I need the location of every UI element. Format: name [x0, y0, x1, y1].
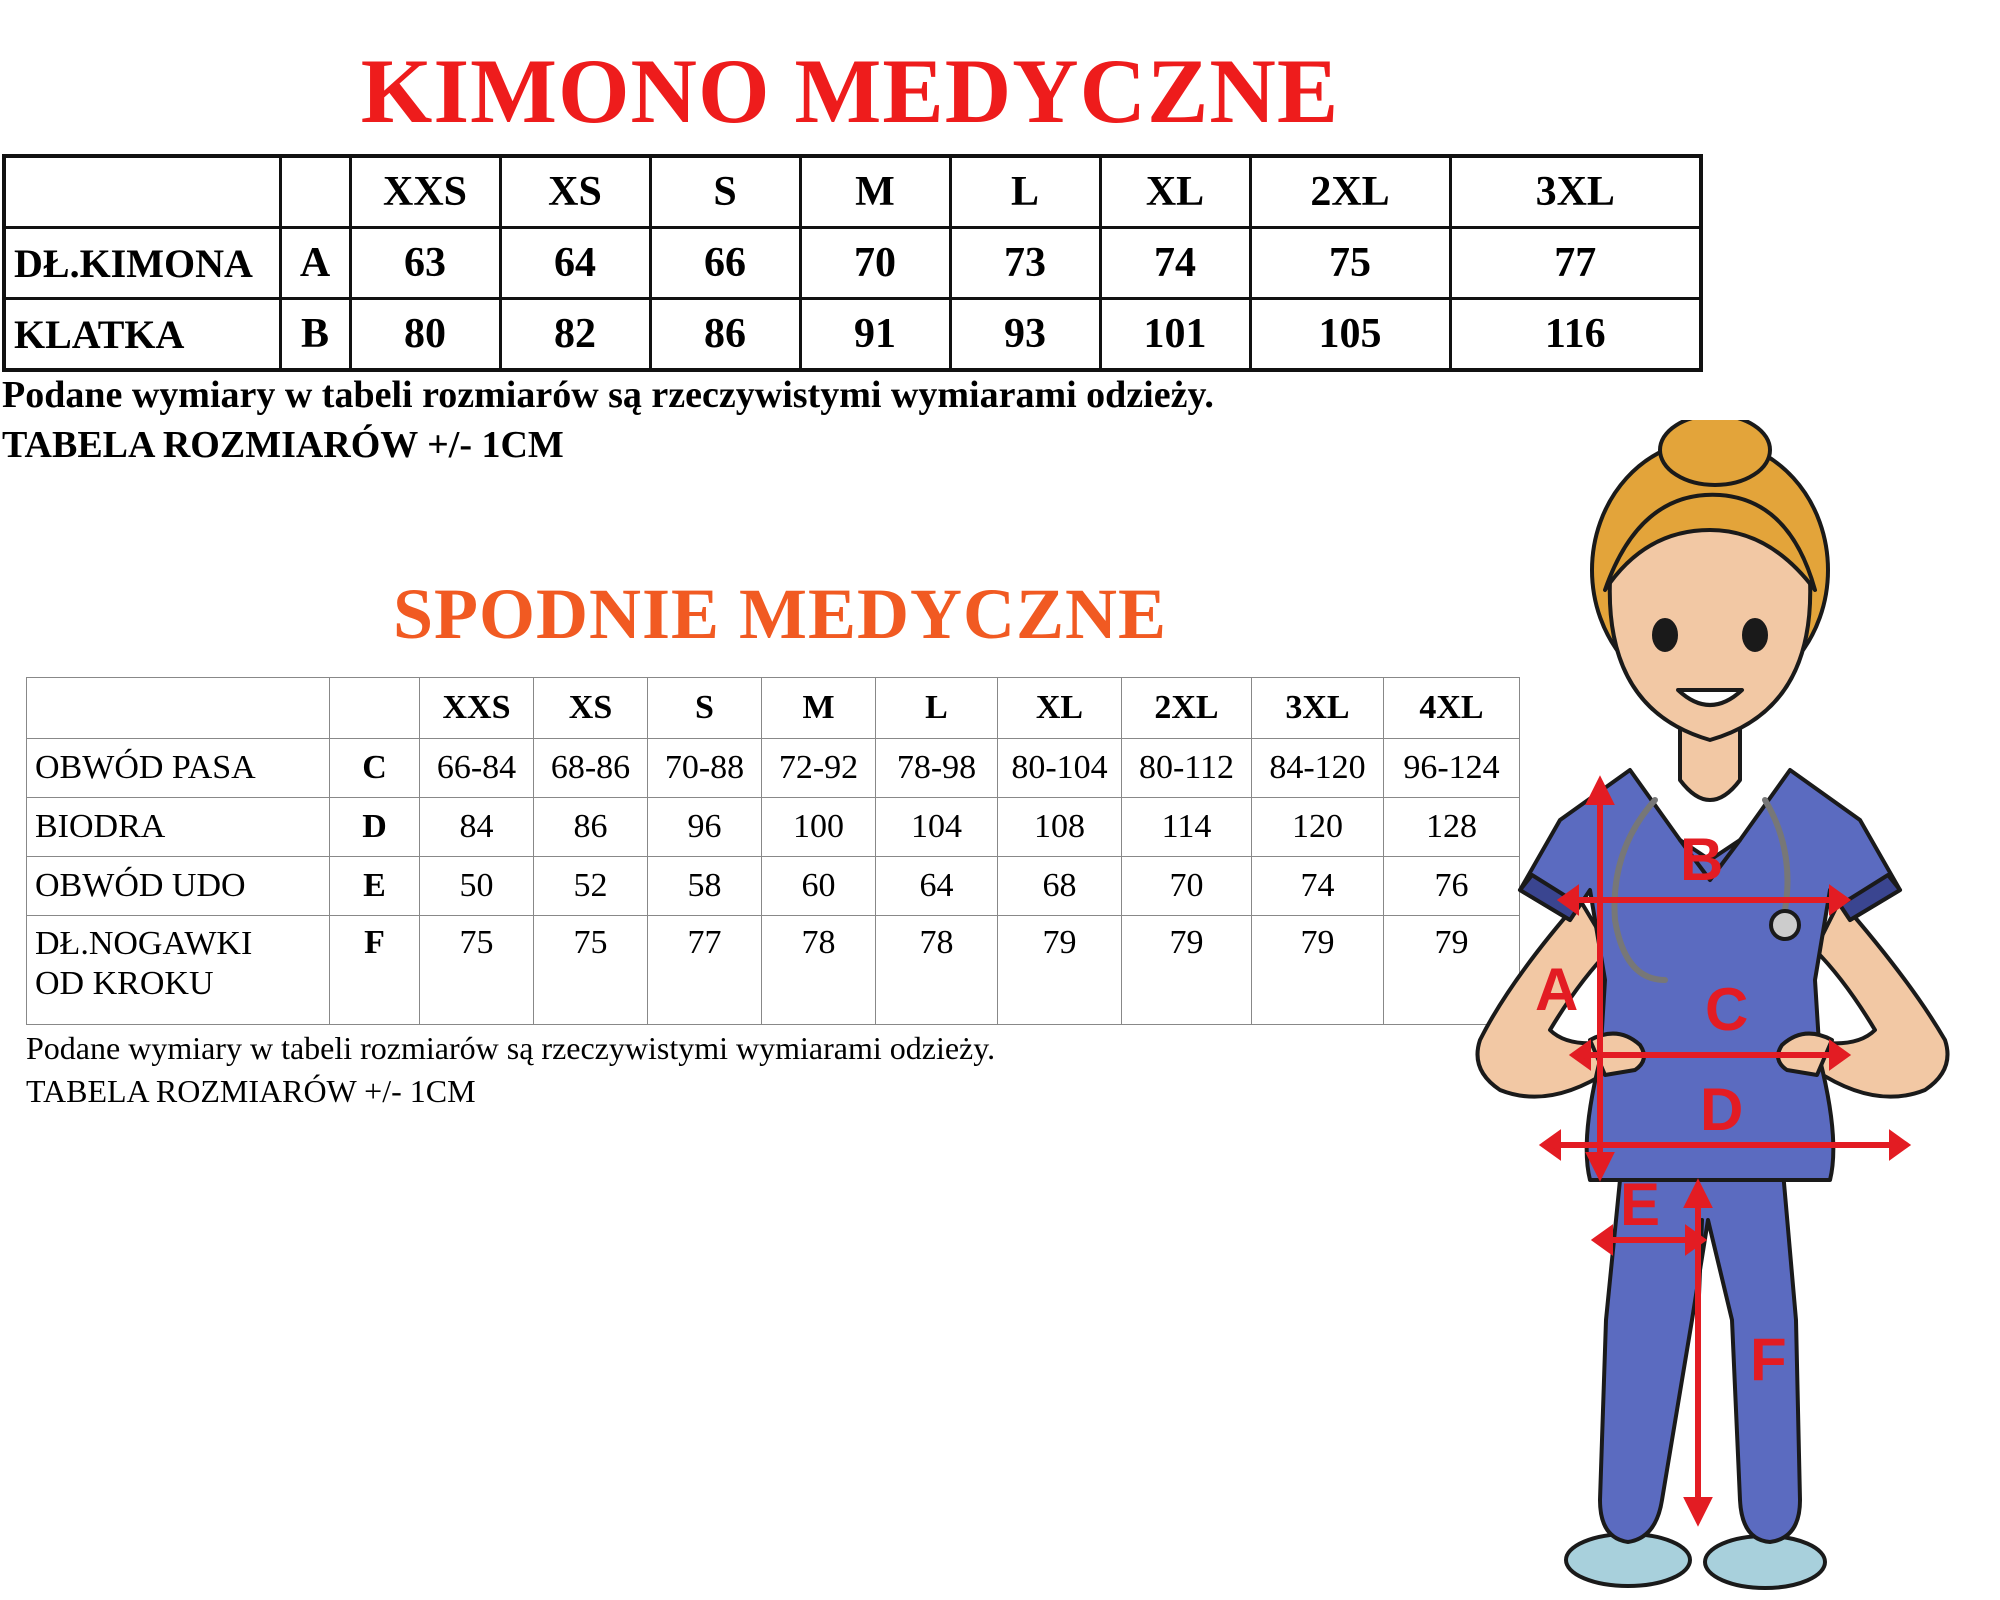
pants-row-label: OBWÓD UDO [27, 857, 330, 916]
right-arm [1806, 900, 1948, 1097]
pants-row-waist [27, 739, 1520, 798]
kimono-row-label: DŁ.KIMONA [4, 228, 280, 299]
kimono-cell: 86 [650, 299, 800, 371]
pants-header-code [330, 678, 420, 739]
pants-cell: 86 [534, 798, 648, 857]
pants-header-empty [27, 678, 330, 739]
kimono-cell: 93 [950, 299, 1100, 371]
pants-cell: 79 [1122, 916, 1252, 1025]
pants-size-header: M [762, 678, 876, 739]
kimono-cell: 82 [500, 299, 650, 371]
pants-cell: 114 [1122, 798, 1252, 857]
pants-note: Podane wymiary w tabeli rozmiarów są rzeczywistymi wymiarami odzieży. [26, 1030, 996, 1066]
pants-cell: 60 [762, 857, 876, 916]
pants-row-hips [27, 798, 1520, 857]
pants-row-label-line: OD KROKU [35, 965, 214, 1002]
pants-cell: 80-104 [998, 739, 1122, 798]
kimono-cell: 63 [350, 228, 500, 299]
pants-cell: 76 [1384, 857, 1520, 916]
kimono-cell: 91 [800, 299, 950, 371]
pants-cell: 75 [534, 916, 648, 1025]
pants-size-header: XS [534, 678, 648, 739]
kimono-size-header: XL [1100, 156, 1250, 228]
kimono-row-label: KLATKA [4, 299, 280, 371]
pants-cell: 77 [648, 916, 762, 1025]
kimono-cell: 101 [1100, 299, 1250, 371]
pants-cell: 80-112 [1122, 739, 1252, 798]
kimono-size-header: XS [500, 156, 650, 228]
kimono-row-code: B [280, 299, 350, 371]
kimono-cell: 64 [500, 228, 650, 299]
pants-size-table [26, 677, 1520, 1025]
kimono-size-header: S [650, 156, 800, 228]
marker-label: F [1750, 1326, 1787, 1393]
arrow-icon [1688, 1500, 1708, 1520]
nurse-measurement-illustration [1440, 420, 2000, 1600]
kimono-header-row [4, 156, 1701, 228]
pants-size-header: S [648, 678, 762, 739]
pants-cell: 70 [1122, 857, 1252, 916]
pants-cell: 50 [420, 857, 534, 916]
marker-label: E [1620, 1171, 1661, 1238]
pants-header-row [27, 678, 1520, 739]
pants-cell: 66-84 [420, 739, 534, 798]
left-eye [1654, 620, 1676, 650]
kimono-size-header: XXS [350, 156, 500, 228]
pants-row-code: D [330, 798, 420, 857]
pants-size-header: 3XL [1252, 678, 1384, 739]
pants-size-header: 2XL [1122, 678, 1252, 739]
kimono-header-code [280, 156, 350, 228]
kimono-cell: 70 [800, 228, 950, 299]
pants-cell: 78 [876, 916, 998, 1025]
kimono-size-header: 2XL [1250, 156, 1450, 228]
pants-cell: 68-86 [534, 739, 648, 798]
right-shoe [1705, 1536, 1825, 1588]
pants-cell: 74 [1252, 857, 1384, 916]
kimono-size-header: L [950, 156, 1100, 228]
pants-tolerance-note: TABELA ROZMIARÓW +/- 1CM [26, 1073, 476, 1109]
kimono-cell: 74 [1100, 228, 1250, 299]
right-eye [1744, 620, 1766, 650]
pants-row-label: BIODRA [27, 798, 330, 857]
kimono-cell: 77 [1450, 228, 1701, 299]
pants-cell: 96 [648, 798, 762, 857]
pants-cell: 84 [420, 798, 534, 857]
kimono-cell: 116 [1450, 299, 1701, 371]
kimono-title: KIMONO MEDYCZNE [360, 40, 1340, 142]
arrow-icon [1596, 1230, 1610, 1250]
pants-cell: 75 [420, 916, 534, 1025]
pants-cell: 79 [998, 916, 1122, 1025]
pants-size-header: 4XL [1384, 678, 1520, 739]
marker-label: C [1705, 976, 1749, 1043]
pants-row-label [27, 916, 330, 1025]
pants-cell: 104 [876, 798, 998, 857]
pants-title: SPODNIE MEDYCZNE [392, 574, 1168, 654]
pants-cell: 96-124 [1384, 739, 1520, 798]
kimono-tolerance-note: TABELA ROZMIARÓW +/- 1CM [2, 424, 564, 466]
arrow-icon [1544, 1135, 1558, 1155]
pants-size-header: XL [998, 678, 1122, 739]
pants-cell: 108 [998, 798, 1122, 857]
kimono-cell: 73 [950, 228, 1100, 299]
pants-cell: 58 [648, 857, 762, 916]
pants-cell: 100 [762, 798, 876, 857]
pants-cell: 120 [1252, 798, 1384, 857]
kimono-size-table [2, 154, 1703, 372]
pants-cell: 79 [1252, 916, 1384, 1025]
kimono-note: Podane wymiary w tabeli rozmiarów są rzeczywistymi wymiarami odzieży. [2, 374, 1214, 416]
pants-cell: 72-92 [762, 739, 876, 798]
pants-cell: 84-120 [1252, 739, 1384, 798]
pants-cell: 78 [762, 916, 876, 1025]
pants-row-code: E [330, 857, 420, 916]
pants-cell: 128 [1384, 798, 1520, 857]
pants-cell: 78-98 [876, 739, 998, 798]
pants-cell: 52 [534, 857, 648, 916]
pants-row-code: F [330, 916, 420, 1025]
marker-label: B [1680, 826, 1724, 893]
pants-row-code: C [330, 739, 420, 798]
kimono-size-header: M [800, 156, 950, 228]
kimono-cell: 105 [1250, 299, 1450, 371]
pants-cell: 70-88 [648, 739, 762, 798]
pants-cell: 79 [1384, 916, 1520, 1025]
kimono-cell: 66 [650, 228, 800, 299]
kimono-size-header: 3XL [1450, 156, 1701, 228]
marker-label: A [1535, 956, 1579, 1023]
pants-cell: 64 [876, 857, 998, 916]
kimono-cell: 80 [350, 299, 500, 371]
pants-row-label-line: DŁ.NOGAWKI [35, 925, 253, 962]
kimono-row-length [4, 228, 1701, 299]
kimono-row-code: A [280, 228, 350, 299]
pants-cell: 68 [998, 857, 1122, 916]
kimono-header-empty [4, 156, 280, 228]
pants-row-label: OBWÓD PASA [27, 739, 330, 798]
pants-row-thigh [27, 857, 1520, 916]
marker-label: D [1700, 1076, 1744, 1143]
kimono-row-chest [4, 299, 1701, 371]
pants-row-inseam [27, 916, 1520, 1025]
arrow-icon [1892, 1135, 1906, 1155]
hair-bun [1660, 420, 1770, 485]
pants-size-header: XXS [420, 678, 534, 739]
stethoscope-icon [1771, 911, 1799, 939]
kimono-cell: 75 [1250, 228, 1450, 299]
pants-size-header: L [876, 678, 998, 739]
